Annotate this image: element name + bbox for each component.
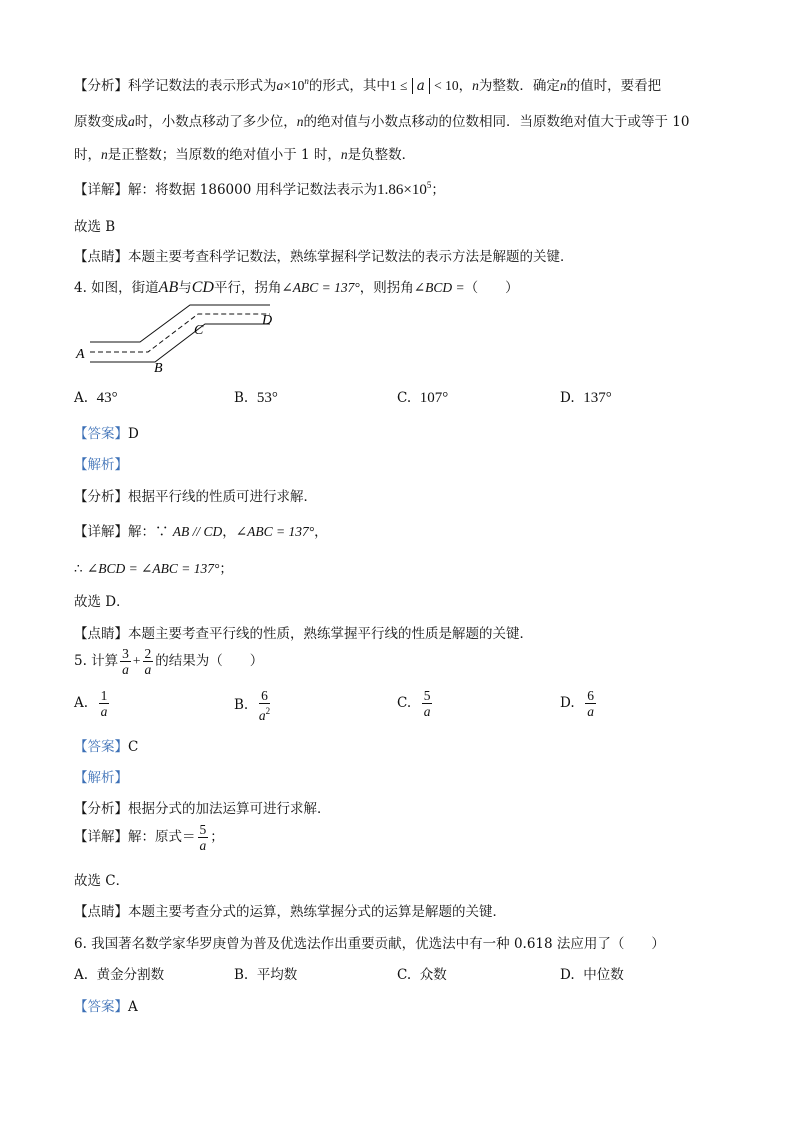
q5-comment <box>74 900 506 920</box>
analysis-tag: 【分析】 <box>74 78 128 94</box>
option-key: A. <box>74 390 89 406</box>
fraction <box>99 688 110 719</box>
text: ，则拐角 <box>359 280 414 296</box>
option-key: D. <box>560 695 575 711</box>
q4-option-a <box>74 390 118 407</box>
text: 解：∵ <box>128 524 169 540</box>
denominator: a <box>587 704 594 719</box>
option-value: 平均数 <box>256 967 298 983</box>
detail-tag: 【详解】 <box>74 182 128 198</box>
math-expr: ∠BCD = ∠ABC = 137° <box>86 561 220 576</box>
text: ， <box>222 524 236 540</box>
option-value: 137° <box>583 390 612 406</box>
q4-detail <box>74 520 328 540</box>
q5-option-a <box>74 688 111 719</box>
text: （ ） <box>464 280 519 296</box>
option-key: D. <box>560 390 575 406</box>
answer-value: A <box>128 999 138 1015</box>
q6-option-d <box>560 963 624 983</box>
exponent: 2 <box>265 706 271 716</box>
q4-explain-tag: 【解析】 <box>74 457 128 473</box>
denominator-base: a <box>258 708 266 723</box>
numerator: 5 <box>199 822 207 837</box>
text: 根据平行线的性质可进行求解． <box>128 489 317 505</box>
q4-stem <box>74 276 519 297</box>
math-expr: AB // CD <box>172 524 223 539</box>
point-label-c: C <box>194 323 204 338</box>
q4-option-d <box>560 390 612 407</box>
q3-choose: 故选 B <box>74 219 116 235</box>
text: 本题主要考查平行线的性质，熟练掌握平行线的性质是解题的关键． <box>128 626 533 642</box>
numerator: 5 <box>423 688 431 703</box>
therefore-symbol: ∴ <box>74 561 83 577</box>
q3-analysis-line-3 <box>74 143 415 163</box>
option-value: 中位数 <box>583 967 624 983</box>
inequality-right: < 10 <box>434 78 459 93</box>
street-centerline <box>90 313 273 352</box>
option-key: C. <box>397 967 412 983</box>
street-diagram <box>70 300 290 380</box>
q6-option-b <box>234 963 297 983</box>
option-key: A. <box>74 967 89 983</box>
math-var: AB <box>158 279 179 296</box>
fraction <box>143 646 154 677</box>
fraction <box>585 688 596 719</box>
text: ； <box>219 561 233 577</box>
q3-comment <box>74 245 574 265</box>
denominator: a <box>100 704 108 719</box>
comment-tag: 【点睛】 <box>74 904 128 920</box>
q4-therefore <box>74 557 233 577</box>
q4-choose: 故选 D． <box>74 594 130 610</box>
denominator: a <box>144 662 152 677</box>
text: 本题主要考查科学记数法，熟练掌握科学记数法的表示方法是解题的关键． <box>128 249 574 265</box>
math-expr: ∠ABC = 137° <box>235 524 315 539</box>
math-var: n <box>296 114 304 129</box>
math-expr: ∠BCD = <box>413 280 465 295</box>
absolute-value: a <box>412 78 430 94</box>
math-var: n <box>101 147 108 162</box>
numerator: 3 <box>122 646 129 661</box>
text: 解：将数据 186000 用科学记数法表示为 <box>128 182 378 198</box>
q5-stem <box>74 646 263 677</box>
text: 5. 计算 <box>74 653 119 669</box>
q4-option-b <box>234 390 278 407</box>
text: 时， <box>74 147 101 163</box>
analysis-tag: 【分析】 <box>74 801 128 817</box>
numerator: 6 <box>259 688 270 704</box>
q6-option-a <box>74 963 164 983</box>
math-var: n <box>559 78 567 93</box>
fraction <box>198 822 209 853</box>
math-op: ×10 <box>283 78 305 93</box>
math-var: CD <box>191 279 214 296</box>
text: 本题主要考查分式的运算，熟练掌握分式的运算是解题的关键． <box>128 904 506 920</box>
text: ， <box>314 524 328 540</box>
option-key: B. <box>234 967 249 983</box>
text: 解：原式＝ <box>128 829 196 845</box>
q4-option-c <box>397 390 448 407</box>
q3-analysis-line-2 <box>74 110 689 130</box>
text: 的结果为（ ） <box>155 653 264 669</box>
math-value: 1.86×10 <box>377 182 427 198</box>
denominator: a <box>122 662 129 677</box>
math-var: a <box>128 114 135 129</box>
q4-answer <box>74 422 139 442</box>
math-var: a <box>276 78 284 93</box>
text: 的绝对值与小数点移动的位数相同．当原数绝对值大于或等于 10 <box>303 114 690 130</box>
q5-option-d <box>560 688 598 719</box>
exponent: n <box>304 76 309 86</box>
point-label-a: A <box>76 347 85 362</box>
q5-analysis <box>74 797 331 817</box>
text: 平行，拐角 <box>213 280 282 296</box>
text: 的形式，其中 <box>308 78 390 94</box>
answer-value: D <box>128 426 139 442</box>
text: ； <box>210 829 224 845</box>
answer-tag: 【答案】 <box>74 739 128 755</box>
q5-option-c <box>397 688 434 719</box>
math-var: n <box>340 147 348 162</box>
text: ； <box>431 182 445 198</box>
analysis-tag: 【分析】 <box>74 489 128 505</box>
fraction <box>422 688 433 719</box>
math-expr: ∠ABC = 137° <box>281 280 360 295</box>
option-value: 53° <box>256 390 278 406</box>
q5-detail <box>74 822 224 853</box>
option-value: 众数 <box>419 967 447 983</box>
text: 是正整数；当原数的绝对值小于 1 时， <box>107 147 341 163</box>
q4-analysis <box>74 485 317 505</box>
q5-option-b <box>234 688 272 723</box>
option-key: B. <box>234 390 249 406</box>
text: 时，小数点移动了多少位， <box>134 114 297 130</box>
denominator <box>259 704 270 723</box>
option-key: A. <box>74 695 89 711</box>
option-value: 107° <box>419 390 449 406</box>
text: ， <box>458 78 473 94</box>
numerator: 2 <box>144 646 152 661</box>
q5-answer <box>74 735 138 755</box>
point-label-b: B <box>154 361 163 376</box>
street-outer-bottom <box>90 324 270 362</box>
numerator: 1 <box>100 688 108 703</box>
text: 原数变成 <box>74 114 128 130</box>
answer-value: C <box>128 739 139 755</box>
text: 为整数．确定 <box>478 78 560 94</box>
q6-answer <box>74 995 138 1015</box>
answer-tag: 【答案】 <box>74 426 128 442</box>
text: 根据分式的加法运算可进行求解． <box>128 801 331 817</box>
text: 4. 如图，街道 <box>74 280 159 296</box>
option-key: B. <box>234 697 249 713</box>
comment-tag: 【点睛】 <box>74 626 128 642</box>
q3-analysis-line-1 <box>74 74 661 94</box>
option-key: D. <box>560 967 575 983</box>
denominator: a <box>423 704 431 719</box>
q4-comment <box>74 622 533 642</box>
text: 的值时，要看把 <box>566 78 662 94</box>
q3-detail <box>74 178 445 199</box>
text: 科学记数法的表示形式为 <box>128 78 277 94</box>
exponent: 5 <box>426 180 432 190</box>
q5-explain-tag: 【解析】 <box>74 770 128 786</box>
fraction <box>120 646 131 677</box>
q6-stem: 6. 我国著名数学家华罗庚曾为普及优选法作出重要贡献，优选法中有一种 0.618 法应用了（ ） <box>74 936 665 952</box>
option-value: 43° <box>96 390 118 406</box>
option-key: C. <box>397 695 412 711</box>
inequality-left: 1 ≤ <box>389 78 408 93</box>
q6-option-c <box>397 963 447 983</box>
math-var: n <box>472 78 479 93</box>
option-value: 黄金分割数 <box>96 967 165 983</box>
fraction <box>259 688 270 723</box>
answer-tag: 【答案】 <box>74 999 128 1015</box>
comment-tag: 【点睛】 <box>74 249 128 265</box>
q5-choose: 故选 C． <box>74 873 130 889</box>
option-key: C. <box>397 390 412 406</box>
point-label-d: D <box>262 313 273 328</box>
text: 与 <box>178 280 192 296</box>
math-op: + <box>132 653 141 668</box>
text: 是负整数． <box>347 147 416 163</box>
denominator: a <box>199 838 207 853</box>
detail-tag: 【详解】 <box>74 524 128 540</box>
detail-tag: 【详解】 <box>74 829 128 845</box>
numerator: 6 <box>587 688 594 703</box>
